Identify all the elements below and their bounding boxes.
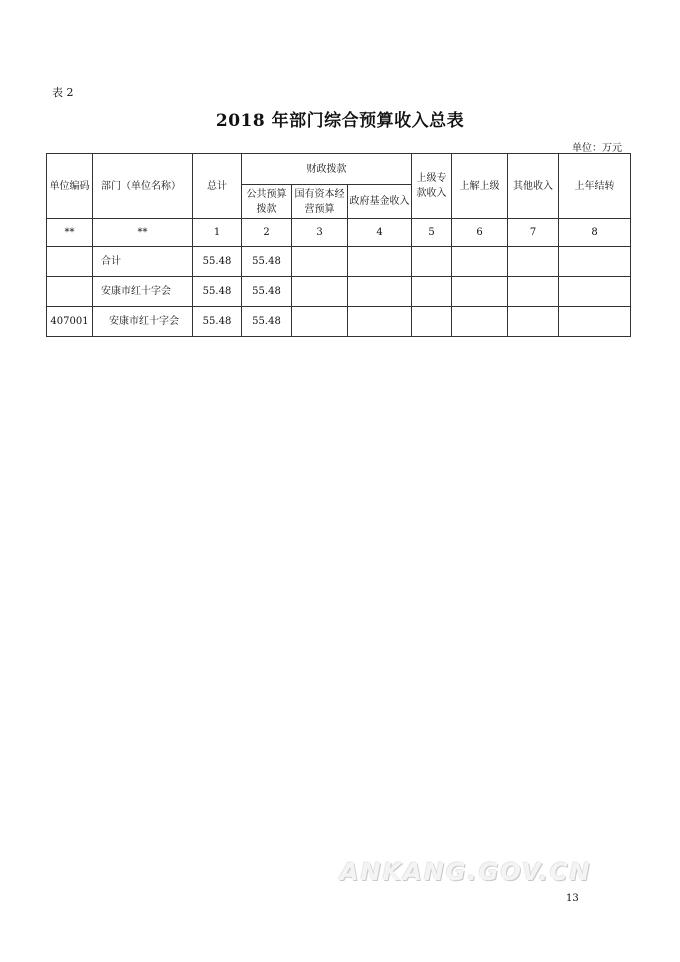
row-empty-cell [508, 247, 559, 277]
row-public-budget: 55.48 [242, 247, 292, 277]
row-empty-cell [412, 307, 452, 337]
index-cell: 4 [348, 219, 412, 247]
row-public-budget: 55.48 [242, 277, 292, 307]
row-empty-cell [559, 277, 631, 307]
row-empty-cell [559, 307, 631, 337]
row-empty-cell [412, 277, 452, 307]
header-other-income: 其他收入 [508, 154, 559, 219]
header-state-capital: 国有资本经营预算 [292, 185, 348, 219]
budget-table [46, 153, 631, 337]
index-cell: 7 [508, 219, 559, 247]
table-label: 表 2 [52, 86, 74, 99]
table-row [47, 247, 631, 277]
table-row [47, 277, 631, 307]
header-public-budget: 公共预算拨款 [242, 185, 292, 219]
header-fiscal-group: 财政拨款 [242, 154, 412, 185]
index-cell: ** [93, 219, 193, 247]
row-code [47, 277, 93, 307]
index-cell: 2 [242, 219, 292, 247]
table-index-row [47, 219, 631, 247]
watermark: ANKANG.GOV.CN [340, 858, 592, 886]
row-empty-cell [412, 247, 452, 277]
page-title: 2018 年部门综合预算收入总表 [215, 111, 465, 131]
row-name: 安康市红十字会 [93, 307, 193, 337]
row-public-budget: 55.48 [242, 307, 292, 337]
row-name: 安康市红十字会 [93, 277, 193, 307]
row-empty-cell [292, 307, 348, 337]
header-unit-code: 单位编码 [47, 154, 93, 219]
header-carryover: 上年结转 [559, 154, 631, 219]
page-number: 13 [566, 893, 579, 904]
row-empty-cell [292, 277, 348, 307]
row-empty-cell [292, 247, 348, 277]
row-empty-cell [348, 277, 412, 307]
row-empty-cell [508, 307, 559, 337]
header-superior-special: 上级专款收入 [412, 154, 452, 219]
table-row [47, 307, 631, 337]
index-cell: 5 [412, 219, 452, 247]
index-cell: 3 [292, 219, 348, 247]
header-gov-fund: 政府基金收入 [348, 185, 412, 219]
row-code: 407001 [47, 307, 93, 337]
header-total: 总计 [193, 154, 242, 219]
header-dept-name: 部门（单位名称） [93, 154, 193, 219]
row-code [47, 247, 93, 277]
header-remit-superior: 上解上级 [452, 154, 508, 219]
row-name: 合计 [93, 247, 193, 277]
row-empty-cell [452, 247, 508, 277]
row-total: 55.48 [193, 247, 242, 277]
row-total: 55.48 [193, 307, 242, 337]
index-cell: 8 [559, 219, 631, 247]
row-empty-cell [452, 277, 508, 307]
row-empty-cell [348, 307, 412, 337]
row-empty-cell [348, 247, 412, 277]
index-cell: 1 [193, 219, 242, 247]
row-total: 55.48 [193, 277, 242, 307]
row-empty-cell [452, 307, 508, 337]
row-empty-cell [559, 247, 631, 277]
unit-label: 单位：万元 [572, 143, 622, 154]
row-empty-cell [508, 277, 559, 307]
index-cell: 6 [452, 219, 508, 247]
index-cell: ** [47, 219, 93, 247]
